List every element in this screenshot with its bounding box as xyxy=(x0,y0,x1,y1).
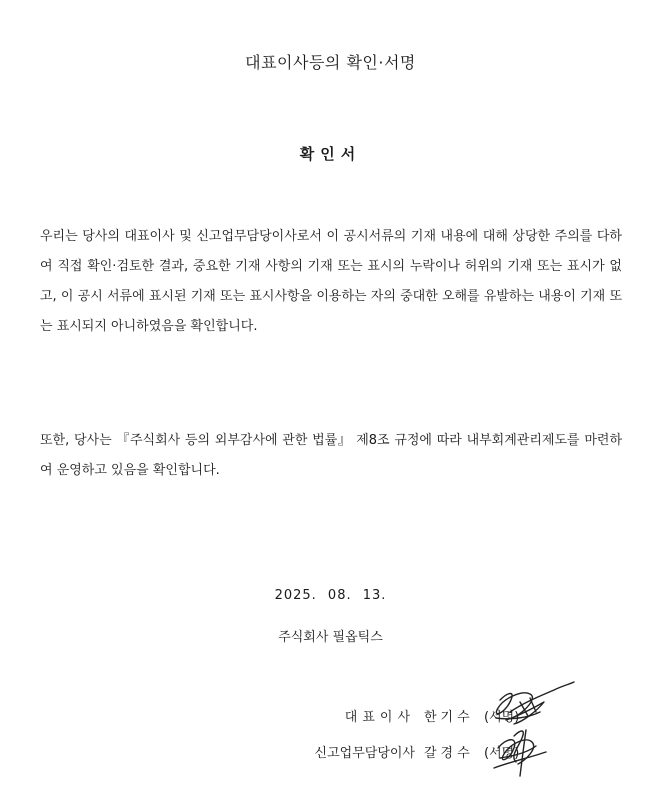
page-title: 대표이사등의 확인·서명 xyxy=(245,53,416,72)
signer-role: 대표이사 xyxy=(344,710,415,725)
certificate-title: 확인서 xyxy=(299,145,362,163)
confirmation-paragraph: 우리는 당사의 대표이사 및 신고업무담당이사로서 이 공시서류의 기재 내용에 대해 상당한 주의를 다하여 직접 확인·검토한 결과, 중요한 기재 사항의 기재 또는 표시의 누락이나 허위의 기재 또는 표시가 없고, 이 공시 서류에 표시된 기재 또는 표시사항을 이용하는 자의 중대한 오해를 유발하는 내용이 기재 또는 표시되지 아니하였음을 확인합니다. xyxy=(40,229,622,334)
internal-control-paragraph: 또한, 당사는 『주식회사 등의 외부감사에 관한 법률』 제8조 규정에 따라 내부회계관리제도를 마련하여 운영하고 있음을 확인합니다. xyxy=(40,433,622,478)
signer-role: 신고업무담당이사 xyxy=(314,746,415,761)
signature-mark: (서명) xyxy=(484,710,520,725)
handwritten-signature xyxy=(470,672,590,782)
company-name: 주식회사 필옵틱스 xyxy=(278,630,383,645)
signer-name: 한기수 xyxy=(424,710,474,725)
document-date: 2025. 08. 13. xyxy=(274,588,387,603)
signer-name: 갈경수 xyxy=(424,746,474,761)
signature-mark: (서명) xyxy=(484,746,520,761)
